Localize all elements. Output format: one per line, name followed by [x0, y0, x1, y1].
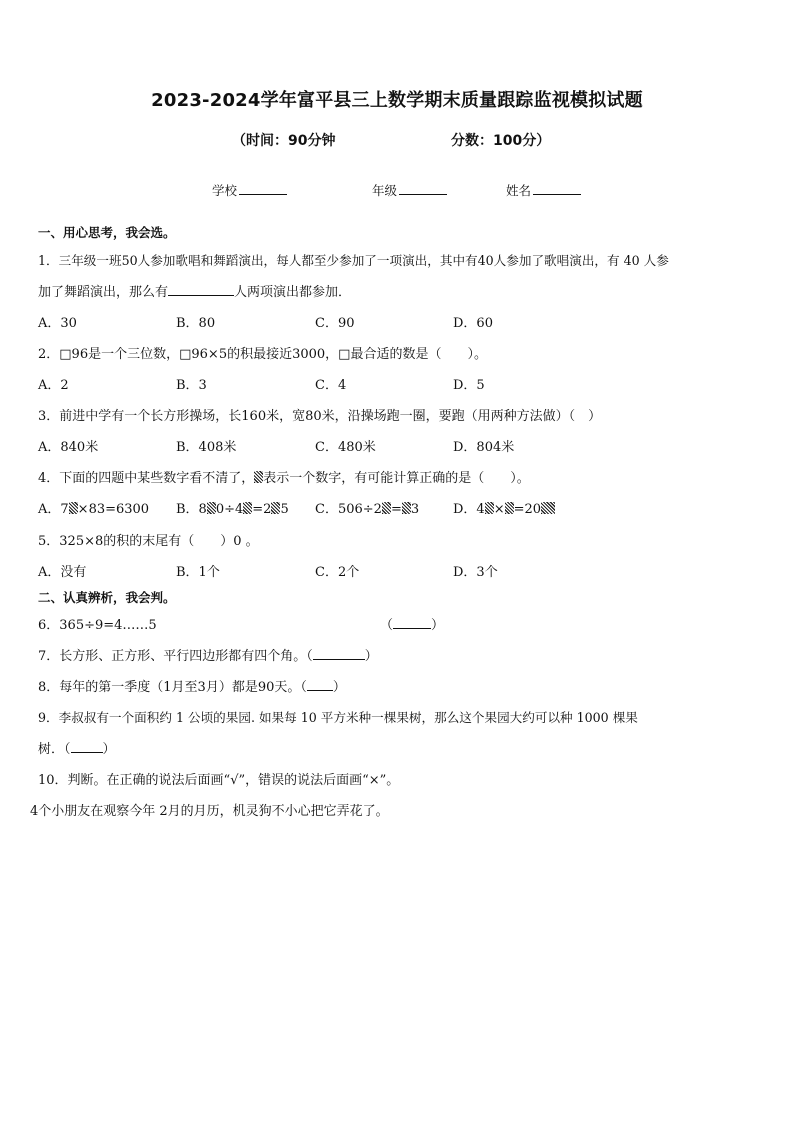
q4b-part4: 5: [280, 502, 289, 517]
q1-text-a: 加了舞蹈演出，那么有: [38, 285, 169, 300]
q3-option-d[interactable]: D．804米: [453, 440, 515, 455]
q9-line2: [38, 738, 116, 757]
q5-option-c[interactable]: C．2个: [315, 565, 360, 580]
q4d-part1: D．4: [453, 502, 485, 517]
q5-text: 5．325×8的积的末尾有（ ）0 。: [38, 534, 259, 549]
q9-text-b: ）: [102, 742, 116, 757]
smudge-icon: [207, 502, 216, 514]
smudge-icon: [254, 471, 263, 483]
q6-answer: [380, 614, 444, 633]
q4b-part2: 0÷4: [215, 502, 244, 517]
name-label: 姓名: [506, 183, 532, 198]
q7-answer-blank[interactable]: [313, 647, 365, 660]
q4-option-a[interactable]: [38, 498, 149, 517]
q6-paren-right: ）: [431, 618, 445, 633]
smudge-icon: [382, 502, 391, 514]
name-blank[interactable]: [533, 182, 581, 195]
q4c-part1: C．506÷2: [315, 502, 382, 517]
q2-option-c[interactable]: C．4: [315, 378, 347, 393]
q10-subtext: 4个小朋友在观察今年 2月的月历，机灵狗不小心把它弄花了。: [30, 804, 389, 819]
q1-text-b: 人两项演出都参加．: [234, 285, 352, 300]
q1-option-a[interactable]: A．30: [38, 316, 77, 331]
exam-time: （时间：90分钟: [232, 133, 336, 149]
exam-title: 2023-2024学年富平县三上数学期末质量跟踪监视模拟试题: [151, 90, 643, 111]
q6-text: 6．365÷9=4……5: [38, 618, 157, 633]
q1-line1: 1．三年级一班50人参加歌唱和舞蹈演出，每人都至少参加了一项演出，其中有40人参加了歌唱演出，有 40 人参: [38, 253, 669, 268]
q8-text: [38, 676, 346, 695]
name-field: [506, 181, 581, 199]
q8-text-a: 8．每年的第一季度（1月至3月）都是90天。（: [38, 680, 307, 695]
q9-answer-blank[interactable]: [71, 740, 103, 753]
school-field: [212, 181, 287, 199]
q8-text-b: ）: [332, 680, 346, 695]
q4-text-a: 4．下面的四题中某些数字看不清了，: [38, 471, 255, 486]
q8-answer-blank[interactable]: [307, 678, 333, 691]
smudge-icon: [243, 502, 252, 514]
q4b-part3: =2: [252, 502, 272, 517]
q6-answer-blank[interactable]: [393, 616, 431, 629]
q10-text: 10．判断。在正确的说法后面画“√”，错误的说法后面画“×”。: [38, 773, 400, 788]
q4-option-d[interactable]: [453, 498, 555, 517]
q5-option-a[interactable]: A．没有: [38, 565, 87, 580]
smudge-icon: [485, 502, 494, 514]
q4a-part2: ×83=6300: [77, 502, 150, 517]
q1-line2: [38, 281, 351, 300]
q7-text-b: ）: [364, 649, 378, 664]
school-blank[interactable]: [239, 182, 287, 195]
q4d-part2: ×: [493, 502, 505, 517]
q1-option-b[interactable]: B．80: [176, 316, 216, 331]
q4-text: [38, 467, 530, 486]
exam-score: 分数：100分）: [451, 133, 551, 149]
smudge-icon: [541, 502, 555, 514]
q1-option-d[interactable]: D．60: [453, 316, 493, 331]
q3-option-c[interactable]: C．480米: [315, 440, 376, 455]
q1-answer-blank[interactable]: [168, 283, 234, 296]
q7-text-a: 7．长方形、正方形、平行四边形都有四个角。（: [38, 649, 313, 664]
q4c-part3: 3: [410, 502, 420, 517]
q2-option-d[interactable]: D．5: [453, 378, 485, 393]
q9-line1: 9．李叔叔有一个面积约 1 公顷的果园. 如果每 10 平方米种一棵果树，那么这个果园大约可以种 1000 棵果: [38, 710, 638, 725]
q2-text: 2．□96是一个三位数，□96×5的积最接近3000，□最合适的数是（ ）。: [38, 347, 487, 362]
q5-option-d[interactable]: D．3个: [453, 565, 498, 580]
school-label: 学校: [212, 183, 238, 198]
smudge-icon: [505, 502, 514, 514]
q2-option-b[interactable]: B．3: [176, 378, 207, 393]
grade-blank[interactable]: [399, 182, 447, 195]
q3-text: 3．前进中学有一个长方形操场，长160米，宽80米，沿操场跑一圈，要跑（用两种方法做）（ ）: [38, 409, 602, 424]
smudge-icon: [402, 502, 411, 514]
grade-label: 年级: [372, 183, 398, 198]
grade-field: [372, 181, 447, 199]
q6-paren-left: （: [380, 618, 394, 633]
q4-option-b[interactable]: [176, 498, 289, 517]
q5-option-b[interactable]: B．1个: [176, 565, 220, 580]
q4a-part1: A．7: [38, 502, 69, 517]
section2-heading: 二、认真辨析，我会判。: [38, 590, 176, 605]
q4c-part2: =: [390, 502, 402, 517]
q4-option-c[interactable]: [315, 498, 419, 517]
q4b-part1: B．8: [176, 502, 207, 517]
q1-option-c[interactable]: C．90: [315, 316, 355, 331]
q9-text-a: 树．（: [38, 742, 71, 757]
section1-heading: 一、用心思考，我会选。: [38, 225, 176, 240]
q4-text-b: 表示一个数字，有可能计算正确的是（ ）。: [263, 471, 530, 486]
q3-option-a[interactable]: A．840米: [38, 440, 99, 455]
smudge-icon: [69, 502, 78, 514]
q7-text: [38, 645, 378, 664]
q2-option-a[interactable]: A．2: [38, 378, 69, 393]
q3-option-b[interactable]: B．408米: [176, 440, 237, 455]
q4d-part3: =20: [513, 502, 542, 517]
